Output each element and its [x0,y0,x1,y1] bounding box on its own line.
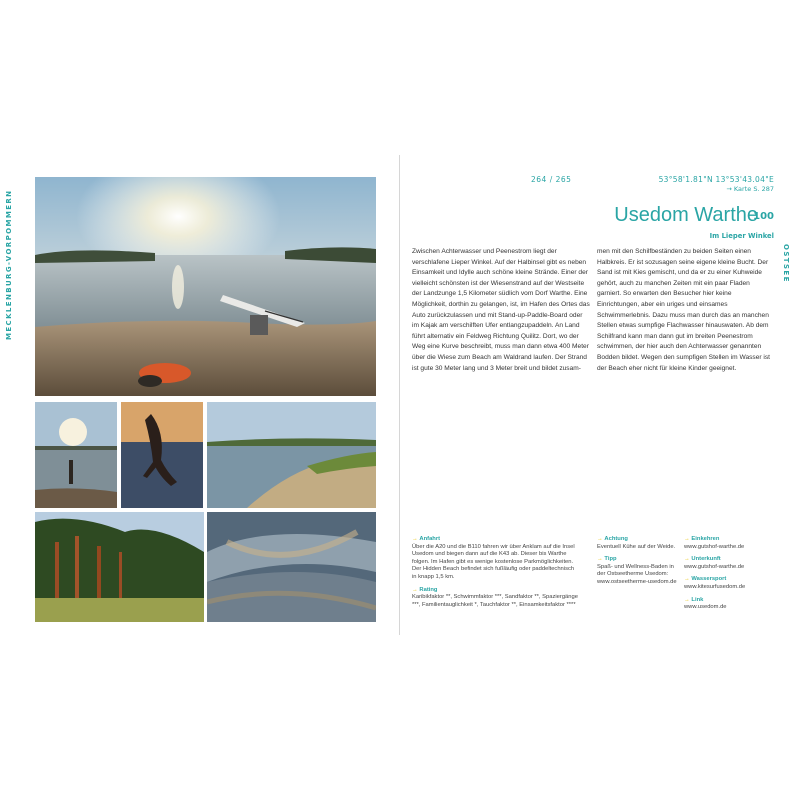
info-unterkunft [684,556,774,571]
anfahrt-text: Über die A20 und die B110 fahren wir über Anklam auf die Insel Usedom und biegen dann auf die K43 ab. Dieser bis Warthe folgen. Im Hafen gibt es wenige kostenlose Parkmöglichkeiten. Der Hidden Beach befindet sich fußläufig oder paddeltechnisch in knapp 1,5 km. [412,543,575,580]
unterkunft-heading: Unterkunft [691,556,721,563]
body-column-1: Zwischen Achterwasser und Peenestrom liegt der verschlafene Lieper Winkel. Auf der Halbinsel gibt es neben Einsamkeit und Idylle auch schöne kleine Strände. Einer der vielleicht schönsten ist der Wiesenstrand auf der Westseite der Landzunge 1,5 Kilometer südlich vom Dorf Warthe. Eine Möglichkeit, dorthin zu gelangen, ist, im Hafen des Ortes das Auto zurückzulassen und mit Stand-up-Paddle-Board oder im Kajak am verschilften Ufer entlangzupaddeln. An Land führt alternativ ein Feldweg Richtung Quilitz. Dort, wo der Weg eine Kurve beschreibt, muss man dann etwa 400 Meter über die Wiese zum Beach am Waldrand laufen. Der Strand ist gute 30 Meter lang und 3 Meter breit und bildet zusam- [412,248,590,372]
left-side-label: MECKLENBURG-VORPOMMERN [5,189,13,340]
achtung-heading: Achtung [604,536,628,542]
anfahrt-heading: Anfahrt [419,536,441,542]
tipp-text: Spaß- und Wellness-Baden in der Ostseetherme Usedom: www.ostseetherme-usedom.de [597,563,677,585]
arrow-icon: → [412,586,418,593]
rating-heading: Rating [419,586,438,593]
info-rating [412,587,580,610]
photo-pine-forest [35,512,204,622]
map-reference [726,185,774,193]
arrow-icon: → [684,576,690,583]
page-title: Usedom Warthe [614,204,758,226]
arrow-icon: → [412,536,418,542]
arrow-icon: → [684,536,690,542]
info-einkehren [684,536,774,551]
info-column-3 [684,536,774,617]
right-side-label: OSTSEE [782,244,790,283]
arrow-icon: → [684,556,690,563]
arrow-icon: → [684,596,690,603]
info-column-1 [412,536,580,614]
unterkunft-link[interactable]: www.gutshof-warthe.de [684,563,745,570]
achtung-text: Eventuell Kühe auf der Weide. [597,543,676,550]
photo-beach-sunrise [35,177,376,396]
wassersport-heading: Wassersport [691,576,727,583]
info-wassersport [684,576,774,591]
tipp-heading: Tipp [604,556,617,563]
einkehren-link[interactable]: www.gutshof-warthe.de [684,543,745,550]
map-arrow-icon: → [726,185,732,193]
website-link[interactable]: www.usedom.de [684,604,727,611]
info-tipp [597,556,677,586]
info-achtung [597,536,677,551]
body-column-2: men mit den Schilfbeständen zu beiden Seiten einen Halbkreis. Er ist sozusagen seine eigene kleine Bucht. Der Sand ist mit Kies gemischt, und da er zu einer Kuhweide gehört, auch zu manchen Zeiten mit ein paar Fladen garniert. So erwarten den Besucher hier keine Einrichtungen, aber ein uriges und einsames Schwimmerlebnis. Dazu muss man durch das an manchen Stellen etwas sumpfige Flachwasser hinauswaten. Ab dem Schilfrand kann man dann gut im breiten Peenestrom schwimmen, der hier auch den Achterwasser genannten Bodden bildet. Wegen den sumpfigen Stellen im Wasser ist der Beach eher nicht für kleine Kinder geeignet. [597,248,770,372]
arrow-icon: → [597,556,603,563]
photo-driftwood [121,402,203,508]
einkehren-heading: Einkehren [691,536,720,542]
photo-pebbles [207,512,376,622]
page-spine [399,155,400,635]
link-heading: Link [691,596,704,603]
page-subtitle: Im Lieper Winkel [709,232,774,240]
photo-person-water [35,402,117,508]
info-anfahrt [412,536,580,582]
beach-number: 100 [753,211,774,222]
arrow-icon: → [597,536,603,542]
gps-coordinates: 53°58'1.81"N 13°53'43.04"E [658,175,774,184]
map-ref-text: Karte S. 287 [733,185,774,193]
info-link [684,597,774,612]
info-column-2 [597,536,677,592]
wassersport-link[interactable]: www.kitesurfusedom.de [684,583,746,590]
photo-shoreline [207,402,376,508]
rating-text: Karibikfaktor **, Schwimmfaktor ***, Sandfaktor **, Spaziergänge ***, Familientauglichkeit *, Tauchfaktor **, Einsamkeitsfaktor **** [412,594,578,608]
page-numbers: 264 / 265 [531,175,572,184]
